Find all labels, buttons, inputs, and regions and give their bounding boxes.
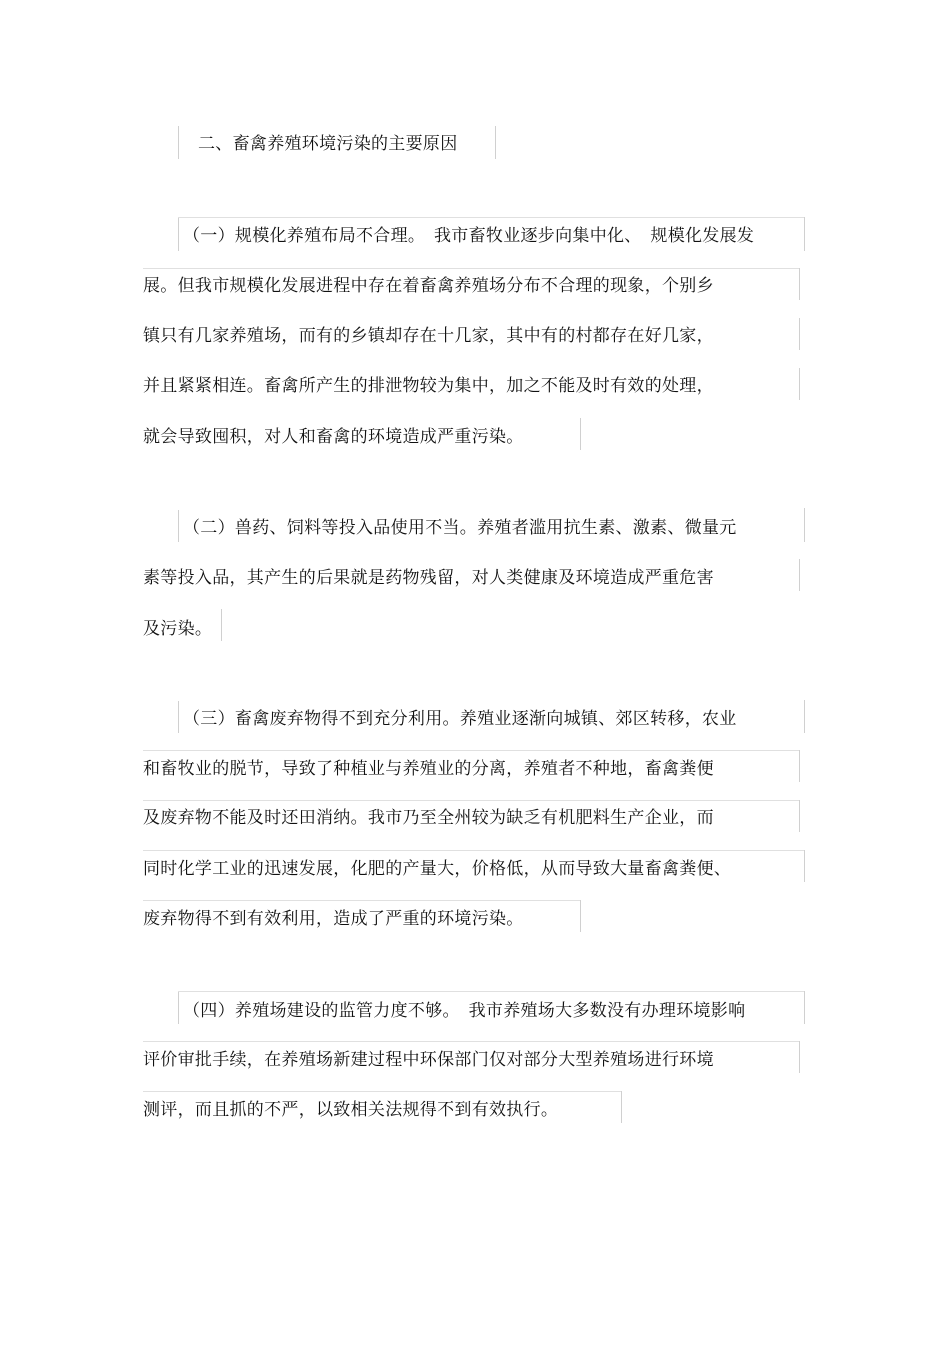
border-line [178,126,179,159]
paragraph-line: 及废弃物不能及时还田消纳。我市乃至全州较为缺乏有机肥料生产企业，而 [143,808,714,828]
paragraph-line: 镇只有几家养殖场，而有的乡镇却存在十几家，其中有的村都存在好几家， [143,326,714,346]
border-line [143,800,800,801]
border-line [799,750,800,782]
paragraph-line: 废弃物得不到有效利用，造成了严重的环境污染。 [143,909,524,929]
paragraph-line: （二）兽药、饲料等投入品使用不当。养殖者滥用抗生素、激素、微量元 [183,518,737,538]
border-line [799,318,800,350]
paragraph-line: （一）规模化养殖布局不合理。 我市畜牧业逐步向集中化、 规模化发展发 [183,226,755,246]
border-line [799,559,800,591]
border-line [799,1041,800,1073]
border-line [804,217,805,251]
border-line [621,1091,622,1123]
border-line [804,508,805,542]
border-line [178,701,179,733]
paragraph-line: 展。但我市规模化发展进程中存在着畜禽养殖场分布不合理的现象，个别乡 [143,276,714,296]
paragraph-line: 测评，而且抓的不严，以致相关法规得不到有效执行。 [143,1100,559,1120]
border-line [804,991,805,1024]
paragraph-line: 就会导致囤积，对人和畜禽的环境造成严重污染。 [143,427,524,447]
border-line [178,218,179,251]
paragraph-line: 并且紧紧相连。畜禽所产生的排泄物较为集中，加之不能及时有效的处理， [143,376,714,396]
border-line [495,126,496,159]
border-line [799,268,800,300]
border-line [580,418,581,450]
border-line [799,800,800,832]
border-line [143,900,580,901]
border-line [143,268,800,269]
border-line [804,700,805,733]
paragraph-line: 评价审批手续，在养殖场新建过程中环保部门仅对部分大型养殖场进行环境 [143,1050,714,1070]
border-line [178,992,179,1024]
paragraph-line: 及污染。 [143,619,213,639]
border-line [178,991,805,992]
paragraph-line: 和畜牧业的脱节，导致了种植业与养殖业的分离，养殖者不种地，畜禽粪便 [143,759,714,779]
paragraph-line: （三）畜禽废弃物得不到充分利用。养殖业逐渐向城镇、郊区转移，农业 [183,709,737,729]
section-heading: 二、畜禽养殖环境污染的主要原因 [198,134,458,154]
border-line [143,1041,800,1042]
border-line [143,850,805,851]
border-line [804,850,805,882]
border-line [221,609,222,641]
border-line [799,368,800,400]
paragraph-line: 素等投入品，其产生的后果就是药物残留，对人类健康及环境造成严重危害 [143,568,714,588]
paragraph-line: 同时化学工业的迅速发展，化肥的产量大，价格低，从而导致大量畜禽粪便、 [143,859,732,879]
paragraph-line: （四）养殖场建设的监管力度不够。 我市养殖场大多数没有办理环境影响 [183,1001,746,1021]
border-line [178,217,805,218]
border-line [178,510,179,542]
border-line [580,900,581,932]
border-line [143,750,800,751]
border-line [143,1091,621,1092]
